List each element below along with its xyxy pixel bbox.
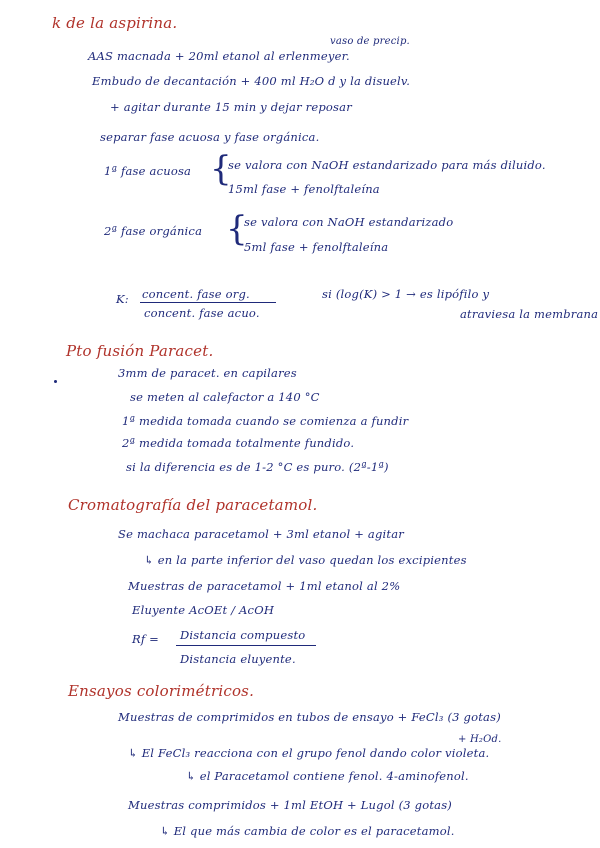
- rf-fraction-bar: [176, 645, 316, 646]
- ensayo-step-1: Muestras de comprimidos en tubos de ensayo + FeCl₃ (3 gotas): [118, 710, 501, 724]
- k-symbol: K:: [116, 292, 129, 306]
- ensayo-step-1-cont: + H₂Od.: [458, 734, 502, 745]
- ensayo-step-3: ↳ el Paracetamol contiene fenol. 4-aminofenol.: [186, 769, 469, 783]
- line-embudo: Embudo de decantación + 400 ml H₂O d y la disuelv.: [92, 74, 411, 88]
- section-title-cromatografia: Cromatografía del paracetamol.: [68, 496, 318, 514]
- fusion-step-1: 3mm de paracet. en capilares: [118, 366, 297, 380]
- croma-step-3: Muestras de paracetamol + 1ml etanol al 2%: [128, 579, 401, 593]
- k-denominator: concent. fase acuo.: [144, 306, 260, 320]
- k-condition: si (log(K) > 1 → es lipófilo y: [322, 287, 490, 301]
- croma-step-1: Se machaca paracetamol + 3ml etanol + agitar: [118, 527, 404, 541]
- fusion-step-2: se meten al calefactor a 140 °C: [130, 390, 320, 404]
- fusion-step-3: 1ª medida tomada cuando se comienza a fundir: [122, 414, 409, 428]
- k-condition-cont: atraviesa la membrana: [460, 307, 599, 321]
- fusion-step-4: 2ª medida tomada totalmente fundido.: [122, 436, 355, 450]
- fusion-step-5: si la diferencia es de 1-2 °C es puro. (2ª-1ª): [126, 460, 389, 474]
- fase-organica-step-2: 5ml fase + fenolftaleína: [244, 240, 389, 254]
- ensayo-step-4: Muestras comprimidos + 1ml EtOH + Lugol (3 gotas): [128, 798, 452, 812]
- brace-organica: {: [226, 209, 248, 249]
- k-fraction-bar: [140, 302, 276, 303]
- fase-organica-step-1: se valora con NaOH estandarizado: [244, 215, 454, 229]
- croma-eluyente: Eluyente AcOEt / AcOH: [132, 603, 275, 617]
- brace-acuosa: {: [210, 149, 232, 189]
- fase-organica-label: 2ª fase orgánica: [104, 224, 203, 238]
- line-separar: separar fase acuosa y fase orgánica.: [100, 130, 320, 144]
- line-agitar: + agitar durante 15 min y dejar reposar: [110, 100, 352, 114]
- section-title-aspirina: k de la aspirina.: [52, 14, 178, 32]
- fase-acuosa-step-1: se valora con NaOH estandarizado para más diluido.: [228, 158, 546, 172]
- fase-acuosa-label: 1ª fase acuosa: [104, 164, 192, 178]
- rf-numerator: Distancia compuesto: [180, 628, 306, 642]
- section-title-fusion: Pto fusión Paracet.: [66, 342, 214, 360]
- k-numerator: concent. fase org.: [142, 287, 250, 301]
- line-aas: AAS macnada + 20ml etanol al erlenmeyer.: [88, 49, 350, 63]
- fase-acuosa-step-2: 15ml fase + fenolftaleína: [228, 182, 380, 196]
- annotation-vaso: vaso de precip.: [330, 36, 410, 47]
- rf-denominator: Distancia eluyente.: [180, 652, 296, 666]
- ensayo-step-2: ↳ El FeCl₃ reacciona con el grupo fenol dando color violeta.: [128, 746, 490, 760]
- margin-dot: [54, 380, 57, 383]
- ensayo-step-5: ↳ El que más cambia de color es el paracetamol.: [160, 824, 455, 838]
- rf-symbol: Rf =: [132, 632, 160, 646]
- croma-step-2: ↳ en la parte inferior del vaso quedan los excipientes: [144, 553, 467, 567]
- section-title-ensayos: Ensayos colorimétricos.: [68, 682, 255, 700]
